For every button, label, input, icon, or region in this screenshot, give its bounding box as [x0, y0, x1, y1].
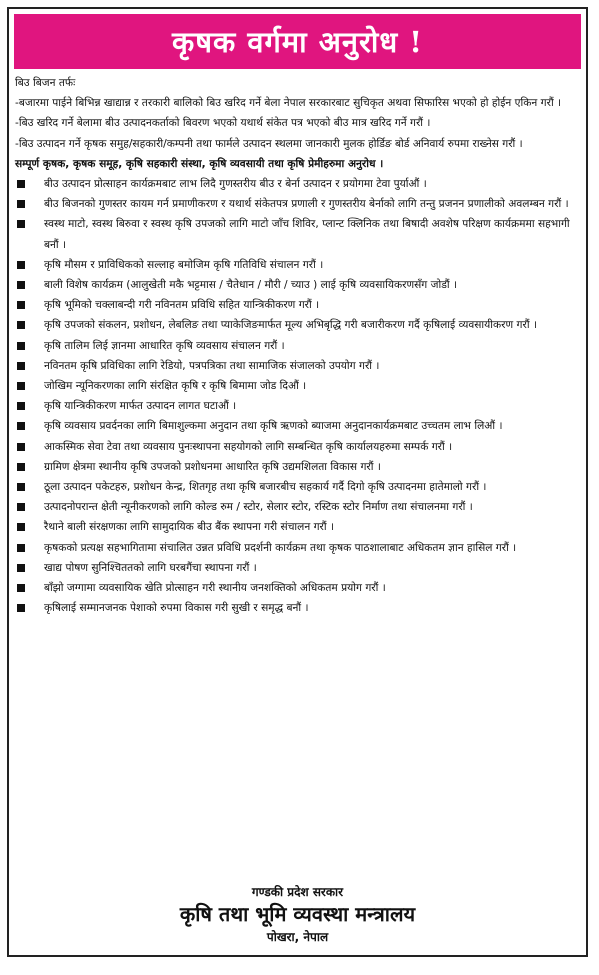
- square-bullet-icon: [17, 604, 25, 612]
- appeal-item: [15, 437, 580, 457]
- square-bullet-icon: [17, 443, 25, 451]
- appeal-item-text: कृषि मौसम र प्राविधिकको सल्लाह बमोजिम कृषि गतिविधि संचालन गरौं ।: [44, 258, 324, 271]
- appeal-item: [15, 356, 580, 376]
- appeal-item-text: आकस्मिक सेवा टेवा तथा व्यवसाय पुनःस्थापना सहयोगको लागि सम्बन्धित कृषि कार्यालयहरुमा सम्पर्क गरौं ।: [44, 440, 453, 453]
- appeal-item-text: कृषि भूमिको चक्लाबन्दी गरी नविनतम प्रविधि सहित यान्त्रिकीकरण गरौं ।: [44, 299, 320, 312]
- appeal-item-text: कृषि व्यवसाय प्रवर्दनका लागि बिमाशुल्कमा अनुदान तथा कृषि ऋणको ब्याजमा अनुदानकार्यक्रमबाट उच्चतम लाभ लिऔं ।: [44, 420, 503, 433]
- square-bullet-icon: [17, 402, 25, 410]
- appeal-item: [15, 174, 580, 194]
- appeal-item: [15, 255, 580, 275]
- appeal-item-text: ग्रामिण क्षेत्रमा स्थानीय कृषि उपजको प्रशोधनमा आधारित कृषि उद्यमशिलता विकास गरौं ।: [44, 460, 381, 473]
- appeal-item-text: कृषिलाई सम्मानजनक पेशाको रुपमा विकास गरी सुखी र समृद्ध बनौं ।: [44, 602, 309, 615]
- square-bullet-icon: [17, 362, 25, 370]
- appeal-item-text: बीउ उत्पादन प्रोत्साहन कार्यक्रमबाट लाभ लिदै गुणस्तरीय बीउ र बेर्ना उत्पादन र प्रयोगमा टेवा पुर्याऔं ।: [44, 178, 427, 191]
- square-bullet-icon: [17, 544, 25, 552]
- banner-title: कृषक वर्गमा अनुरोध !: [171, 25, 424, 59]
- square-bullet-icon: [17, 503, 25, 511]
- notice-frame: [7, 7, 588, 957]
- appeal-item: [15, 295, 580, 315]
- seed-heading: बिउ बिजन तर्फः: [15, 77, 76, 89]
- appeal-item-text: स्वस्थ माटो, स्वस्थ बिरुवा र स्वस्थ कृषि उपजको लागि माटो जाँच शिविर, प्लान्ट क्लिनिक तथा बिषादी अवशेष परिक्षण कार्यक्रममा सहभागी बनौं ।: [44, 218, 570, 251]
- appeal-item-text: जोखिम न्यूनिकरणका लागि संरक्षित कृषि र कृषि बिमामा जोड दिऔं ।: [44, 380, 307, 393]
- issuer-footer: [9, 883, 586, 947]
- square-bullet-icon: [17, 301, 25, 309]
- appeal-item: [15, 396, 580, 416]
- appeal-item: [15, 275, 580, 295]
- appeal-item: [15, 558, 580, 578]
- appeal-item: [15, 336, 580, 356]
- government-name: गण्डकी प्रदेश सरकार: [251, 885, 344, 899]
- seed-line: -बिउ उत्पादन गर्ने कृषक समुह/सहकारी/कम्पनी तथा फार्मले उत्पादन स्थलमा जानकारी मुलक होर्डिङ बोर्ड अनिवार्य रुपमा राख्नेस गरौं ।: [15, 137, 523, 150]
- appeal-item: [15, 517, 580, 537]
- appeal-item-text: कृषि यान्त्रिकीकरण मार्फत उत्पादन लागत घटाऔं ।: [44, 400, 237, 413]
- square-bullet-icon: [17, 523, 25, 531]
- square-bullet-icon: [17, 281, 25, 289]
- appeal-item-text: बाँझो जग्गामा व्यवसायिक खेति प्रोत्साहन गरी स्थानीय जनशक्तिको अधिकतम प्रयोग गरौं ।: [44, 582, 386, 595]
- appeal-item-text: बाली विशेष कार्यक्रम (आलुखेती मकै भट्टमास / चैतेधान / मौरी / च्याउ ) लाई कृषि व्यवसायिकरणसँग जोडौं ।: [44, 279, 458, 292]
- appeal-item: [15, 416, 580, 436]
- office-location: पोखरा, नेपाल: [266, 930, 329, 944]
- square-bullet-icon: [17, 321, 25, 329]
- appeal-item-text: बीउ बिजनको गुणस्तर कायम गर्न प्रमाणीकरण र यथार्थ संकेतपत्र प्रणाली र गुणस्तरीय बेर्नाको लागि तन्तु प्रजनन प्रणालीको अवलम्बन गरौं ।: [44, 198, 569, 211]
- appeal-item: [15, 315, 580, 335]
- square-bullet-icon: [17, 261, 25, 269]
- appeal-heading: सम्पूर्ण कृषक, कृषक समूह, कृषि सहकारी संस्था, कृषि व्यवसायी तथा कृषि प्रेमीहरुमा अनुरोध ।: [15, 157, 384, 170]
- appeal-item-text: ठूला उत्पादन पकेटहरु, प्रशोधन केन्द्र, शितगृह तथा कृषि बजारबीच सहकार्य गर्दै दिगो कृषि उत्पादनमा हातेमालो गरौं ।: [44, 481, 487, 494]
- square-bullet-icon: [17, 463, 25, 471]
- appeal-item-text: रैथाने बाली संरक्षणका लागि सामुदायिक बीउ बैंक स्थापना गरी संचालन गरौं ।: [44, 521, 335, 534]
- square-bullet-icon: [17, 220, 25, 228]
- appeal-item-text: नविनतम कृषि प्रविधिका लागि रेडियो, पत्रपत्रिका तथा सामाजिक संजालको उपयोग गरौं ।: [44, 359, 380, 372]
- appeal-item-text: खाद्य पोषण सुनिश्चिततको लागि घरबगैंचा स्थापना गरौं ।: [44, 561, 257, 574]
- square-bullet-icon: [17, 422, 25, 430]
- appeal-item-text: कृषि उपजको संकलन, प्रशोधन, लेबलिङ तथा प्याकेजिङमार्फत मूल्य अभिबृद्धि गरी बजारीकरण गर्दै कृषिलाई व्यवसायीकरण गरौं ।: [44, 319, 537, 332]
- square-bullet-icon: [17, 564, 25, 572]
- square-bullet-icon: [17, 382, 25, 390]
- square-bullet-icon: [17, 342, 25, 350]
- appeal-item: [15, 214, 580, 254]
- square-bullet-icon: [17, 483, 25, 491]
- appeal-item-text: कृषि तालिम लिई ज्ञानमा आधारित कृषि व्यवसाय संचालन गरौं ।: [44, 339, 285, 352]
- seed-line: -बिउ खरिद गर्ने बेलामा बीउ उत्पादनकर्ताको बिवरण भएको यथार्थ संकेत पत्र भएको बीउ मात्र खरिद गर्ने गरौं ।: [15, 117, 431, 130]
- appeal-item: [15, 457, 580, 477]
- notice-body: [15, 73, 580, 618]
- appeal-item-text: उत्पादनोपरान्त क्षेती न्यूनीकरणको लागि कोल्ड रुम / स्टोर, सेलार स्टोर, रस्टिक स्टोर निर्माण तथा संचालनमा गरौं ।: [44, 501, 473, 514]
- appeal-item: [15, 376, 580, 396]
- notice-banner: [14, 14, 581, 69]
- appeal-item-text: कृषकको प्रत्यक्ष सहभागितामा संचालित उन्नत प्रविधि प्रदर्शनी कार्यक्रम तथा कृषक पाठशालाबाट अधिकतम ज्ञान हासिल गरौं ।: [44, 541, 517, 554]
- appeal-item: [15, 477, 580, 497]
- square-bullet-icon: [17, 180, 25, 188]
- appeal-item: [15, 194, 580, 214]
- seed-line: -बजारमा पाईने बिभिन्न खाद्यान्न र तरकारी बालिको बिउ खरिद गर्ने बेला नेपाल सरकारबाट सुचिकृत अथवा सिफारिस भएको हो होईन एकिन गरौं ।: [15, 97, 562, 110]
- square-bullet-icon: [17, 584, 25, 592]
- ministry-name: कृषि तथा भूमि व्यवस्था मन्त्रालय: [179, 902, 416, 926]
- appeal-item: [15, 598, 580, 618]
- appeal-item: [15, 538, 580, 558]
- appeal-item: [15, 497, 580, 517]
- square-bullet-icon: [17, 200, 25, 208]
- appeal-item: [15, 578, 580, 598]
